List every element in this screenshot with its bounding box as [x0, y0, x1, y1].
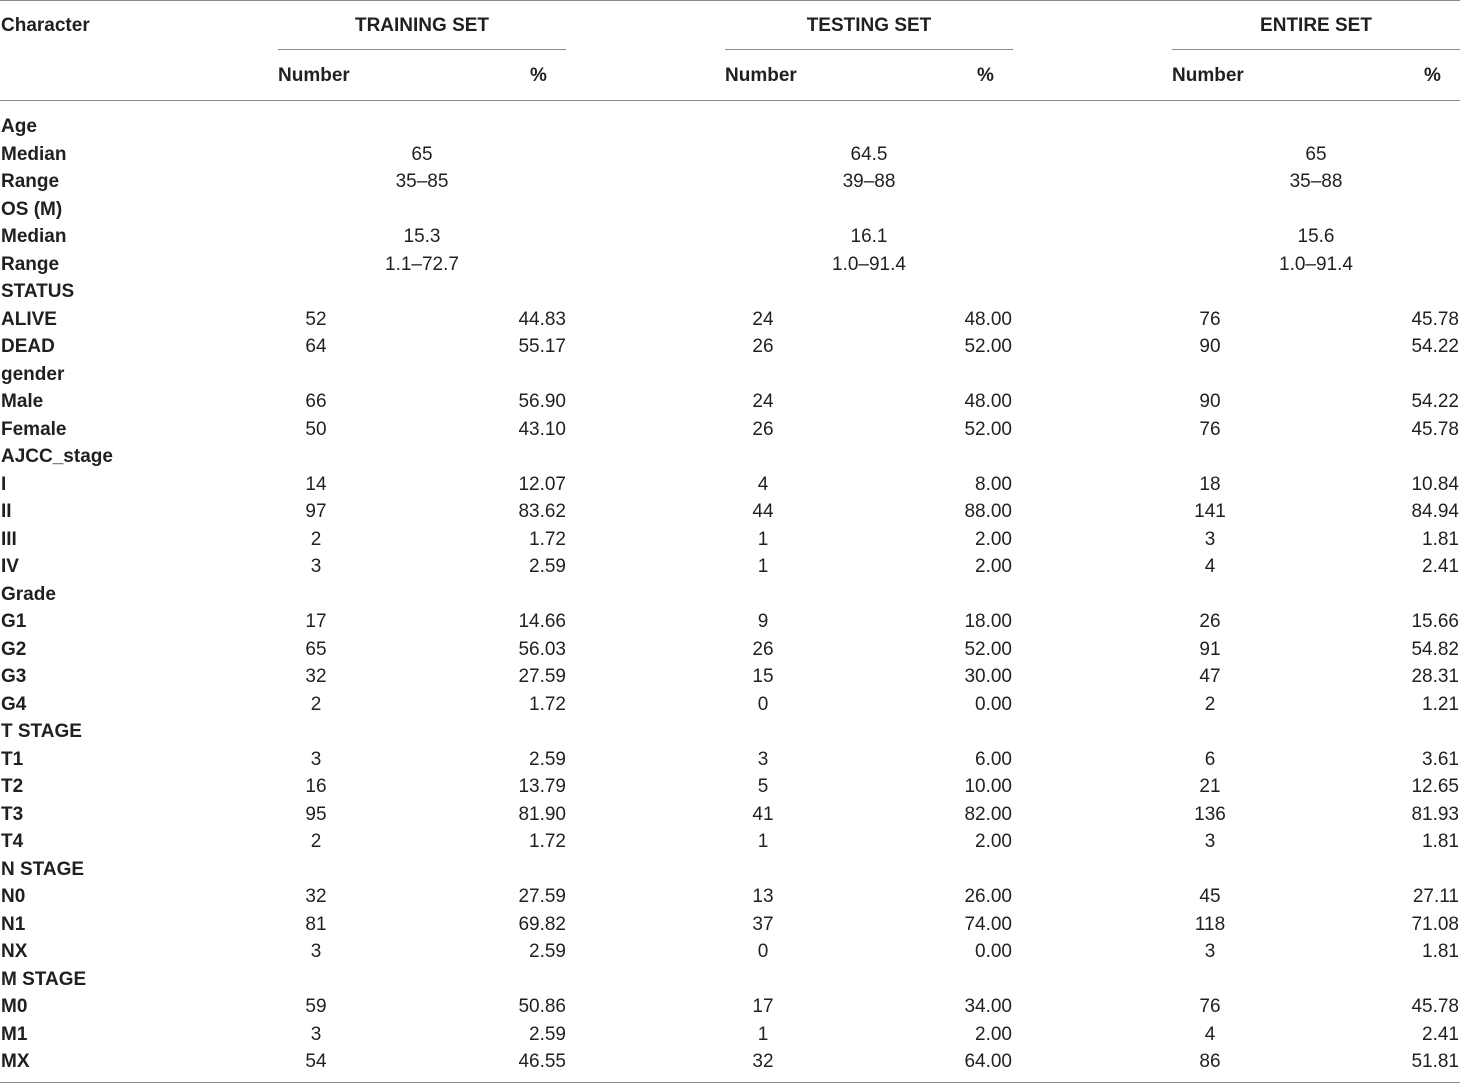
- table-row: [0, 581, 1460, 609]
- header-testing-number: Number: [725, 65, 797, 86]
- table-row: [0, 196, 1460, 224]
- section-label: Grade: [1, 583, 56, 605]
- row-label: MX: [1, 1051, 30, 1072]
- row-label: Median: [1, 226, 67, 247]
- number-cell: 90: [1199, 391, 1221, 412]
- percent-cell: 51.81: [1411, 1051, 1459, 1072]
- header-testing-percent: %: [977, 65, 994, 86]
- percent-cell: 1.72: [529, 831, 566, 852]
- number-cell: 118: [1194, 913, 1226, 935]
- number-cell: 17: [305, 611, 327, 632]
- percent-cell: 74.00: [964, 913, 1012, 935]
- percent-cell: 43.10: [518, 418, 566, 440]
- percent-cell: 50.86: [518, 996, 566, 1017]
- percent-cell: 2.41: [1422, 1023, 1459, 1045]
- percent-cell: 10.00: [964, 776, 1012, 797]
- percent-cell: 1.81: [1422, 528, 1459, 550]
- percent-cell: 48.00: [964, 308, 1012, 330]
- table-row: [0, 663, 1460, 691]
- number-cell: 3: [310, 556, 322, 577]
- row-label: Median: [1, 143, 67, 165]
- table-row: [0, 883, 1460, 911]
- section-label: AJCC_stage: [1, 446, 113, 467]
- table-row: [0, 828, 1460, 856]
- number-cell: 32: [305, 886, 327, 907]
- table-row: [0, 278, 1460, 306]
- percent-cell: 45.78: [1411, 308, 1459, 330]
- number-cell: 76: [1199, 418, 1221, 440]
- number-cell: 3: [1204, 941, 1216, 962]
- row-label: M1: [1, 1023, 28, 1045]
- percent-cell: 1.72: [529, 693, 566, 715]
- number-cell: 13: [752, 886, 774, 907]
- number-cell: 32: [305, 666, 327, 687]
- table-row: [0, 718, 1460, 746]
- percent-cell: 2.59: [529, 748, 566, 770]
- number-cell: 81: [305, 913, 327, 935]
- number-cell: 16: [305, 776, 327, 797]
- bottom-rule: [0, 1082, 1460, 1083]
- header-rule: [0, 100, 1460, 101]
- row-label: G1: [1, 611, 27, 632]
- row-label: T3: [1, 803, 24, 825]
- number-cell: 26: [752, 638, 774, 660]
- testing-set-underline: [725, 49, 1013, 50]
- header-testing-set: TESTING SET: [806, 15, 932, 36]
- number-cell: 97: [305, 501, 327, 522]
- table-row: [0, 113, 1460, 141]
- merged-value-cell: 39–88: [842, 171, 896, 192]
- top-rule: [0, 0, 1460, 1]
- percent-cell: 56.90: [518, 391, 566, 412]
- section-label: gender: [1, 363, 65, 385]
- percent-cell: 8.00: [975, 473, 1012, 495]
- percent-cell: 71.08: [1411, 913, 1459, 935]
- number-cell: 26: [752, 336, 774, 357]
- merged-value-cell: 35–85: [395, 171, 449, 192]
- number-cell: 1: [757, 528, 769, 550]
- percent-cell: 84.94: [1411, 501, 1459, 522]
- number-cell: 4: [757, 473, 769, 495]
- table-row: [0, 443, 1460, 471]
- number-cell: 4: [1204, 1023, 1216, 1045]
- percent-cell: 2.59: [529, 941, 566, 962]
- number-cell: 3: [757, 748, 769, 770]
- merged-value-cell: 1.0–91.4: [832, 253, 906, 275]
- percent-cell: 55.17: [518, 336, 566, 357]
- percent-cell: 48.00: [964, 391, 1012, 412]
- number-cell: 3: [310, 748, 322, 770]
- number-cell: 2: [1204, 693, 1216, 715]
- number-cell: 17: [752, 996, 774, 1017]
- percent-cell: 18.00: [964, 611, 1012, 632]
- table-row: [0, 856, 1460, 884]
- number-cell: 141: [1194, 501, 1226, 522]
- percent-cell: 28.31: [1411, 666, 1459, 687]
- percent-cell: 56.03: [518, 638, 566, 660]
- row-label: T2: [1, 776, 24, 797]
- row-label: NX: [1, 941, 28, 962]
- table-row: [0, 966, 1460, 994]
- percent-cell: 54.22: [1411, 336, 1459, 357]
- table-row: [0, 306, 1460, 334]
- percent-cell: 2.59: [529, 556, 566, 577]
- number-cell: 76: [1199, 308, 1221, 330]
- merged-value-cell: 65: [411, 143, 433, 165]
- number-cell: 2: [310, 693, 322, 715]
- percent-cell: 64.00: [964, 1051, 1012, 1072]
- percent-cell: 54.22: [1411, 391, 1459, 412]
- percent-cell: 30.00: [964, 666, 1012, 687]
- number-cell: 64: [305, 336, 327, 357]
- header-training-set: TRAINING SET: [354, 15, 490, 36]
- percent-cell: 0.00: [975, 693, 1012, 715]
- row-label: DEAD: [1, 336, 55, 357]
- percent-cell: 2.00: [975, 831, 1012, 852]
- table-row: [0, 168, 1460, 196]
- table-row: [0, 636, 1460, 664]
- section-label: Age: [1, 116, 37, 137]
- table-body: [0, 113, 1460, 1076]
- row-label: N1: [1, 913, 26, 935]
- merged-value-cell: 15.6: [1297, 226, 1335, 247]
- merged-value-cell: 15.3: [403, 226, 441, 247]
- row-label: III: [1, 528, 17, 550]
- table-row: [0, 911, 1460, 939]
- number-cell: 3: [1204, 528, 1216, 550]
- header-entire-number: Number: [1172, 65, 1244, 86]
- percent-cell: 46.55: [518, 1051, 566, 1072]
- number-cell: 32: [752, 1051, 774, 1072]
- table-row: [0, 1021, 1460, 1049]
- number-cell: 15: [752, 666, 774, 687]
- table-row: [0, 746, 1460, 774]
- number-cell: 50: [305, 418, 327, 440]
- number-cell: 95: [305, 803, 327, 825]
- row-label: G3: [1, 666, 27, 687]
- header-entire-percent: %: [1424, 65, 1441, 86]
- percent-cell: 14.66: [518, 611, 566, 632]
- row-label: G2: [1, 638, 27, 660]
- number-cell: 65: [305, 638, 327, 660]
- percent-cell: 2.59: [529, 1023, 566, 1045]
- percent-cell: 82.00: [964, 803, 1012, 825]
- row-label: Female: [1, 418, 67, 440]
- number-cell: 0: [757, 941, 769, 962]
- number-cell: 59: [305, 996, 327, 1017]
- number-cell: 26: [1199, 611, 1221, 632]
- number-cell: 66: [305, 391, 327, 412]
- merged-value-cell: 35–88: [1289, 171, 1343, 192]
- header-entire-set: ENTIRE SET: [1260, 15, 1372, 36]
- percent-cell: 2.00: [975, 528, 1012, 550]
- table-row: [0, 251, 1460, 279]
- table-row: [0, 801, 1460, 829]
- table-row: [0, 608, 1460, 636]
- row-label: N0: [1, 886, 26, 907]
- table-row: [0, 416, 1460, 444]
- number-cell: 41: [752, 803, 774, 825]
- percent-cell: 52.00: [964, 638, 1012, 660]
- number-cell: 1: [757, 831, 769, 852]
- number-cell: 5: [757, 776, 769, 797]
- number-cell: 3: [310, 1023, 322, 1045]
- percent-cell: 1.81: [1422, 941, 1459, 962]
- row-label: Range: [1, 253, 60, 275]
- number-cell: 54: [305, 1051, 327, 1072]
- percent-cell: 54.82: [1411, 638, 1459, 660]
- header-training-number: Number: [278, 65, 350, 86]
- table-row: [0, 223, 1460, 251]
- percent-cell: 27.59: [518, 666, 566, 687]
- table-row: [0, 938, 1460, 966]
- row-label: Range: [1, 171, 60, 192]
- number-cell: 2: [310, 528, 322, 550]
- row-label: T4: [1, 831, 24, 852]
- row-label: I: [1, 473, 7, 495]
- number-cell: 86: [1199, 1051, 1221, 1072]
- percent-cell: 52.00: [964, 418, 1012, 440]
- number-cell: 14: [305, 473, 327, 495]
- number-cell: 44: [752, 501, 774, 522]
- percent-cell: 10.84: [1411, 473, 1459, 495]
- percent-cell: 1.81: [1422, 831, 1459, 852]
- number-cell: 52: [305, 308, 327, 330]
- table-row: [0, 993, 1460, 1021]
- number-cell: 18: [1199, 473, 1221, 495]
- percent-cell: 0.00: [975, 941, 1012, 962]
- number-cell: 47: [1199, 666, 1221, 687]
- number-cell: 6: [1204, 748, 1216, 770]
- merged-value-cell: 1.0–91.4: [1279, 253, 1353, 275]
- percent-cell: 81.93: [1411, 803, 1459, 825]
- percent-cell: 81.90: [518, 803, 566, 825]
- number-cell: 136: [1194, 803, 1226, 825]
- header-training-percent: %: [530, 65, 547, 86]
- merged-value-cell: 64.5: [850, 143, 888, 165]
- percent-cell: 1.72: [529, 528, 566, 550]
- number-cell: 26: [752, 418, 774, 440]
- number-cell: 3: [310, 941, 322, 962]
- training-set-underline: [278, 49, 566, 50]
- percent-cell: 45.78: [1411, 996, 1459, 1017]
- percent-cell: 6.00: [975, 748, 1012, 770]
- percent-cell: 2.00: [975, 1023, 1012, 1045]
- percent-cell: 44.83: [518, 308, 566, 330]
- percent-cell: 15.66: [1411, 611, 1459, 632]
- number-cell: 24: [752, 391, 774, 412]
- section-label: M STAGE: [1, 968, 87, 990]
- percent-cell: 3.61: [1422, 748, 1459, 770]
- percent-cell: 12.07: [518, 473, 566, 495]
- table-row: [0, 1048, 1460, 1076]
- percent-cell: 26.00: [964, 886, 1012, 907]
- row-label: II: [1, 501, 12, 522]
- number-cell: 90: [1199, 336, 1221, 357]
- percent-cell: 69.82: [518, 913, 566, 935]
- merged-value-cell: 65: [1305, 143, 1327, 165]
- number-cell: 0: [757, 693, 769, 715]
- percent-cell: 1.21: [1422, 693, 1459, 715]
- number-cell: 3: [1204, 831, 1216, 852]
- percent-cell: 88.00: [964, 501, 1012, 522]
- number-cell: 4: [1204, 556, 1216, 577]
- table-row: [0, 141, 1460, 169]
- table-row: [0, 498, 1460, 526]
- table-row: [0, 388, 1460, 416]
- row-label: IV: [1, 556, 19, 577]
- percent-cell: 34.00: [964, 996, 1012, 1017]
- number-cell: 24: [752, 308, 774, 330]
- row-label: ALIVE: [1, 308, 57, 330]
- entire-set-underline: [1172, 49, 1460, 50]
- table-row: [0, 333, 1460, 361]
- number-cell: 2: [310, 831, 322, 852]
- table-row: [0, 553, 1460, 581]
- number-cell: 1: [757, 1023, 769, 1045]
- section-label: N STAGE: [1, 858, 85, 880]
- percent-cell: 2.41: [1422, 556, 1459, 577]
- percent-cell: 12.65: [1411, 776, 1459, 797]
- number-cell: 76: [1199, 996, 1221, 1017]
- number-cell: 91: [1199, 638, 1221, 660]
- table-row: [0, 691, 1460, 719]
- row-label: G4: [1, 693, 27, 715]
- number-cell: 37: [752, 913, 774, 935]
- percent-cell: 52.00: [964, 336, 1012, 357]
- section-label: T STAGE: [1, 721, 82, 742]
- percent-cell: 45.78: [1411, 418, 1459, 440]
- merged-value-cell: 16.1: [850, 226, 888, 247]
- row-label: T1: [1, 748, 24, 770]
- header-character: Character: [1, 15, 90, 36]
- table-row: [0, 773, 1460, 801]
- row-label: M0: [1, 996, 28, 1017]
- section-label: STATUS: [1, 281, 75, 302]
- percent-cell: 13.79: [518, 776, 566, 797]
- percent-cell: 2.00: [975, 556, 1012, 577]
- section-label: OS (M): [1, 198, 63, 220]
- percent-cell: 27.59: [518, 886, 566, 907]
- number-cell: 45: [1199, 886, 1221, 907]
- table-row: [0, 471, 1460, 499]
- table-row: [0, 526, 1460, 554]
- table-row: [0, 361, 1460, 389]
- number-cell: 21: [1199, 776, 1221, 797]
- percent-cell: 27.11: [1412, 886, 1459, 907]
- merged-value-cell: 1.1–72.7: [385, 253, 459, 275]
- row-label: Male: [1, 391, 44, 412]
- number-cell: 1: [757, 556, 769, 577]
- number-cell: 9: [757, 611, 769, 632]
- percent-cell: 83.62: [518, 501, 566, 522]
